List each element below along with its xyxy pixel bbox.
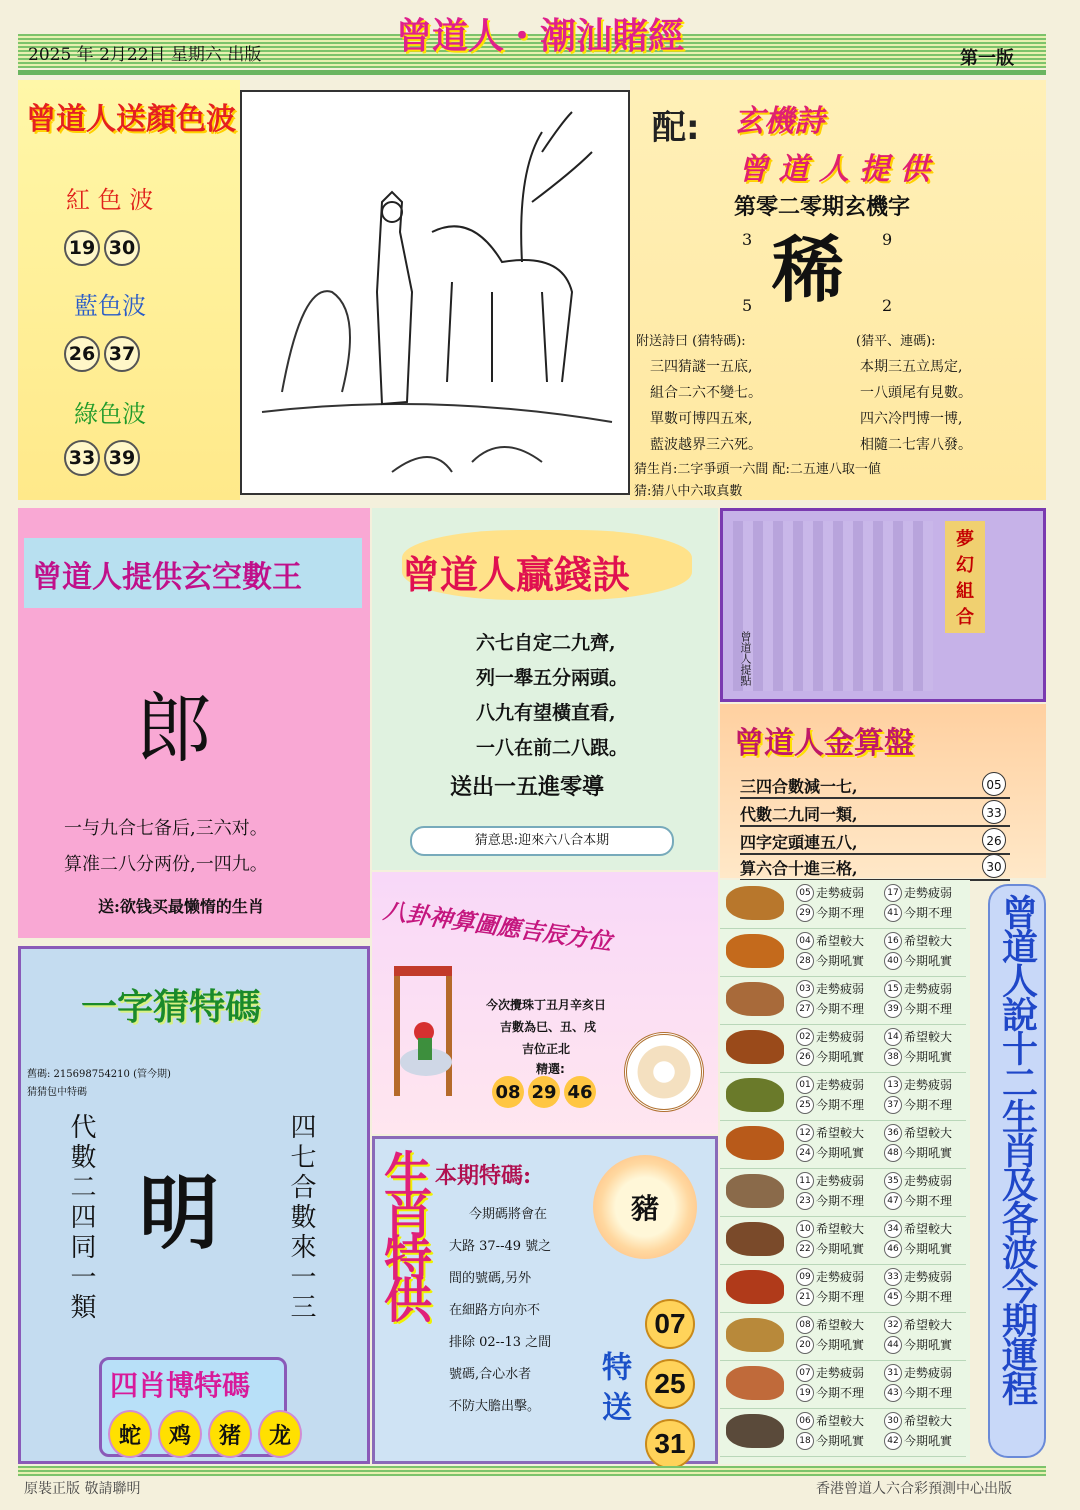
zodiac-fortune-text: 今期吼實 [816,1050,865,1064]
zodiac-number: 07 [796,1364,814,1382]
zodiac-fortune-text: 今期不理 [904,1386,953,1400]
sage-horse-illustration [240,90,630,495]
dog-icon [726,1318,784,1352]
zodiac-fortune-text: 今期不理 [904,906,953,920]
green-wave-numbers [64,440,144,476]
number-ball: 19 [64,230,100,266]
zodiac-pill: 猪 [208,1410,252,1458]
footer-bar [18,1466,1046,1476]
green-wave-label: 綠色波 [74,400,146,428]
zodiac-number: 08 [796,1316,814,1334]
special-line: 號碼,合心水者 [449,1367,532,1382]
corner-num-2: 9 [882,230,893,249]
zodiac-number: 27 [796,1000,814,1018]
zodiac-number: 41 [884,904,902,922]
number-ball: 46 [564,1076,596,1108]
special-side-title: 生肖特供 [375,1149,432,1317]
ox-icon [726,886,784,920]
number-ball: 26 [64,336,100,372]
zodiac-grid [720,880,970,1464]
zodiac-pill: 鸡 [158,1410,202,1458]
zodiac-number: 14 [884,1028,902,1046]
zodiac-fortune-text: 今期不理 [816,906,865,920]
xuankong-title: 曾道人提供玄空數王 [24,538,362,608]
one-char-small-2: 猜猜包中特碼 [27,1087,87,1098]
zodiac-fortune-text: 今期吼實 [816,1338,865,1352]
zodiac-fortune-text: 走勢疲弱 [904,1270,953,1284]
bagua-numbers [492,1076,596,1108]
jinsuan-row-num: 26 [982,828,1006,852]
xuanji-title: 玄機詩 [734,104,824,139]
pei-label: 配: [652,108,700,148]
bagua-line-2: 吉數為巳、丑、戌 [500,1020,597,1034]
one-char-small-1: 舊碼: 215698754210 (管今期) [27,1069,171,1080]
zodiac-number: 06 [796,1412,814,1430]
zodiac-number: 26 [796,1048,814,1066]
zodiac-fortune-text: 今期不理 [904,1098,953,1112]
zodiac-fortune-text: 今期不理 [904,1002,953,1016]
zodiac-fortune-text: 走勢疲弱 [904,1174,953,1188]
publish-date: 2025 年 2月22日 星期六 出版 [28,45,262,65]
four-zodiac-title: 四肖博特碼 [110,1369,251,1402]
special-line: 今期碼將會在 [469,1207,548,1222]
zodiac-row-horse [720,1120,966,1169]
zodiac-fortune-text: 今期吼實 [904,1434,953,1448]
zodiac-side-title [988,884,1046,1458]
color-wave-panel [18,80,240,500]
zodiac-number: 32 [884,1316,902,1334]
zodiac-fortune-text: 今期不理 [816,1002,865,1016]
edition-label: 第一版 [960,48,1014,69]
pig-icon [726,1366,784,1400]
corner-num-3: 5 [742,296,753,315]
xuankong-line-2: 算准二八分两份,一四九。 [64,854,268,875]
zodiac-fortune-text: 今期吼實 [904,1146,953,1160]
zodiac-number: 40 [884,952,902,970]
zodiac-row-goat [720,1168,966,1217]
zodiac-number: 13 [884,1076,902,1094]
zodiac-number: 01 [796,1076,814,1094]
zodiac-number: 20 [796,1336,814,1354]
zodiac-number: 48 [884,1144,902,1162]
special-animal: 豬 [630,1192,659,1225]
bagua-line-3: 吉位正北 [522,1042,571,1056]
zodiac-number: 22 [796,1240,814,1258]
zodiac-fortune-text: 今期吼實 [816,1242,865,1256]
zodiac-number: 42 [884,1432,902,1450]
poem-bottom-2: 猜:猜八中六取真數 [634,484,743,499]
rat-icon [726,1414,784,1448]
poem-line: 藍波越界三六死。 [650,437,762,453]
zodiac-fortune-text: 走勢疲弱 [904,982,953,996]
zodiac-fortune-text: 今期不理 [904,1290,953,1304]
win-money-send: 送出一五進零導 [450,774,605,800]
win-money-hint: 猜意思:迎來六八合本期 [410,826,674,856]
issue-label: 第零二零期玄機字 [734,194,911,220]
special-line: 間的號碼,另外 [449,1271,532,1286]
zodiac-fortune-text: 希望較大 [816,1126,865,1140]
special-number-ball: 31 [645,1419,695,1469]
zodiac-fortune-text: 今期不理 [904,1194,953,1208]
one-char-left-column: 代數二四同一類 [66,1113,96,1323]
zodiac-number: 47 [884,1192,902,1210]
zodiac-fortune-text: 今期吼實 [816,1146,865,1160]
zodiac-row-rabbit [720,976,966,1025]
poem-line: 相隨二七害八發。 [860,437,972,453]
number-ball: 30 [104,230,140,266]
zodiac-number: 17 [884,884,902,902]
zodiac-fortune-text: 希望較大 [816,1414,865,1428]
zodiac-fortune-text: 走勢疲弱 [904,1078,953,1092]
archer-rider-picture [386,962,466,1112]
zodiac-side-title-text: 曾道人說十二生肖及各波今期運程 [996,894,1038,1404]
dream-combo-panel [720,508,1046,702]
zodiac-number: 24 [796,1144,814,1162]
zodiac-number: 21 [796,1288,814,1306]
bagua-line-4: 精選: [536,1062,565,1076]
special-line: 在細路方向亦不 [449,1303,541,1318]
poem-left-lines [650,354,762,458]
number-ball: 37 [104,336,140,372]
zodiac-fortune-text: 走勢疲弱 [816,1270,865,1284]
jinsuan-row [740,802,1010,827]
poem-bottom-1: 猜生肖:二字爭頭一六間 配:二五連八取一値 [634,462,881,477]
xuankong-panel [18,508,370,938]
zodiac-fortune-text: 今期不理 [816,1098,865,1112]
xuankong-line-3: 送:欲钱买最懒惰的生肖 [98,897,264,916]
bagua-line-1: 今次攪珠丁丑月辛亥日 [486,998,607,1012]
zodiac-row-ox [720,880,966,929]
monkey-icon [726,1222,784,1256]
zodiac-number: 45 [884,1288,902,1306]
jinsuan-row-text: 三四合數減一七, [740,777,858,796]
zodiac-row-pig [720,1360,966,1409]
bagua-compass-icon [624,1032,704,1112]
dream-combo-title: 夢幻組合 [945,521,985,633]
zodiac-fortune-text: 今期不理 [816,1386,865,1400]
dream-combo-text [733,521,933,691]
zodiac-fortune-text: 希望較大 [904,1414,953,1428]
number-ball: 39 [104,440,140,476]
zodiac-number: 12 [796,1124,814,1142]
zodiac-row-rooster [720,1264,966,1313]
zodiac-fortune-text: 希望較大 [904,1318,953,1332]
zodiac-number: 36 [884,1124,902,1142]
zodiac-number: 38 [884,1048,902,1066]
jinsuan-row-num: 05 [982,772,1006,796]
special-line: 排除 02--13 之間 [449,1335,552,1350]
poem-left-head: 附送詩曰 (猜特碼): [636,334,746,349]
zodiac-fortune-text: 走勢疲弱 [904,1366,953,1380]
jinsuan-row-text: 代數二九同一類, [740,805,858,824]
zodiac-row-dog [720,1312,966,1361]
bagua-title: 八卦神算圖應吉辰方位 [381,897,614,956]
zodiac-number: 16 [884,932,902,950]
zodiac-number: 18 [796,1432,814,1450]
zodiac-fortune-text: 走勢疲弱 [816,1078,865,1092]
zodiac-number: 33 [884,1268,902,1286]
four-zodiac-pills [108,1410,308,1458]
zodiac-number: 34 [884,1220,902,1238]
zodiac-fortune-text: 希望較大 [816,1318,865,1332]
zodiac-fortune-text: 今期吼實 [904,954,953,968]
blue-wave-label: 藍色波 [74,292,146,320]
rooster-icon [726,1270,784,1304]
jinsuan-row-num: 33 [982,800,1006,824]
zodiac-fortune-text: 希望較大 [904,1030,953,1044]
one-char-title: 一字猜特碼 [81,987,262,1028]
zodiac-row-dragon [720,1024,966,1073]
special-flower [593,1155,697,1259]
zodiac-number: 03 [796,980,814,998]
special-line: 大路 37--49 號之 [449,1239,552,1254]
xuanji-char: 稀 [772,227,845,312]
poem-line: 六七自定二九齊, [476,632,616,654]
zodiac-number: 05 [796,884,814,902]
dragon-icon [726,1030,784,1064]
header-underline [18,70,1046,75]
bagua-panel [372,872,718,1134]
dream-combo-author: 曾道人提點 [739,631,752,686]
zodiac-number: 35 [884,1172,902,1190]
poem-right-head: (猜平、連碼): [856,334,936,349]
special-number-ball: 07 [645,1299,695,1349]
poem-line: 組合二六不變七。 [650,385,762,401]
one-char-right-column: 四七合數來一三 [286,1113,316,1323]
one-char-big: 明 [139,1166,219,1260]
zodiac-number: 10 [796,1220,814,1238]
jinsuan-panel [720,704,1046,878]
zodiac-fortune-text: 走勢疲弱 [816,1366,865,1380]
zodiac-pill: 龙 [258,1410,302,1458]
win-money-title: 曾道人贏錢訣 [402,553,631,597]
zodiac-fortune-text: 希望較大 [904,1126,953,1140]
special-title: 本期特碼: [435,1163,532,1189]
zodiac-number: 15 [884,980,902,998]
footer-right: 香港曾道人六合彩預測中心出版 [816,1481,1012,1497]
jinsuan-title: 曾道人金算盤 [734,726,914,761]
zodiac-number: 31 [884,1364,902,1382]
provider-label: 曾 道 人 提 供 [738,152,930,187]
poem-line: 本期三五立馬定, [860,359,963,375]
special-body [449,1199,551,1423]
poem-right-lines [860,354,972,458]
special-send-label: 特送 [596,1351,631,1431]
win-money-poem [476,626,628,766]
special-code-panel [372,1136,718,1464]
poem-line: 一八在前二八跟。 [476,737,629,759]
zodiac-number: 04 [796,932,814,950]
zodiac-fortune-text: 走勢疲弱 [816,1030,865,1044]
red-wave-numbers [64,230,144,266]
poem-line: 八九有望橫直看, [476,702,616,724]
zodiac-row-tiger [720,928,966,977]
zodiac-fortune-text: 希望較大 [816,934,865,948]
zodiac-fortune-text: 今期吼實 [904,1242,953,1256]
poem-line: 四六冷門博一博, [860,411,963,427]
poem-line: 一八頭尾有見數。 [860,385,972,401]
zodiac-number: 09 [796,1268,814,1286]
zodiac-fortune-text: 今期吼實 [816,1434,865,1448]
zodiac-number: 28 [796,952,814,970]
zodiac-row-snake [720,1072,966,1121]
blue-wave-numbers [64,336,144,372]
zodiac-number: 23 [796,1192,814,1210]
zodiac-fortune-text: 走勢疲弱 [816,886,865,900]
zodiac-fortune-text: 走勢疲弱 [816,1174,865,1188]
zodiac-fortune-text: 走勢疲弱 [904,886,953,900]
jinsuan-row [740,856,1010,881]
jinsuan-row-text: 四字定頭連五八, [740,833,858,852]
zodiac-fortune-text: 今期吼實 [816,954,865,968]
zodiac-number: 25 [796,1096,814,1114]
zodiac-fortune-text: 希望較大 [904,1222,953,1236]
zodiac-number: 30 [884,1412,902,1430]
one-char-panel [18,946,370,1464]
xuankong-char: 郎 [136,684,212,773]
goat-icon [726,1174,784,1208]
color-wave-title: 曾道人送顏色波 [26,102,236,137]
xuankong-line-1: 一与九合七备后,三六对。 [64,818,268,839]
zodiac-number: 46 [884,1240,902,1258]
poem-line: 單數可博四五來, [650,411,753,427]
special-line: 不防大膽出擊。 [449,1399,541,1414]
jinsuan-row [740,830,1010,855]
red-wave-label: 紅 色 波 [66,186,154,214]
zodiac-fortune-text: 今期吼實 [904,1338,953,1352]
zodiac-fortune-text: 今期不理 [816,1194,865,1208]
snake-icon [726,1078,784,1112]
poem-line: 列一舉五分兩頭。 [476,667,629,689]
zodiac-number: 39 [884,1000,902,1018]
zodiac-fortune-text: 走勢疲弱 [816,982,865,996]
zodiac-number: 44 [884,1336,902,1354]
rabbit-icon [726,982,784,1016]
poem-line: 三四猜謎一五底, [650,359,753,375]
horse-icon [726,1126,784,1160]
special-number-ball: 25 [645,1359,695,1409]
zodiac-fortune-text: 今期吼實 [904,1050,953,1064]
zodiac-row-monkey [720,1216,966,1265]
zodiac-fortune-text: 今期不理 [816,1290,865,1304]
tiger-icon [726,934,784,968]
corner-num-4: 2 [882,296,893,315]
footer-left: 原裝正版 敬請聯明 [24,1481,141,1497]
archer-rider-icon [386,962,466,1112]
zodiac-row-rat [720,1408,966,1457]
zodiac-number: 11 [796,1172,814,1190]
win-money-panel [372,508,718,870]
four-zodiac-box [99,1357,291,1457]
jinsuan-row [740,774,1010,799]
number-ball: 08 [492,1076,524,1108]
zodiac-number: 19 [796,1384,814,1402]
number-ball: 33 [64,440,100,476]
zodiac-number: 29 [796,904,814,922]
special-numbers [645,1299,695,1469]
number-ball: 29 [528,1076,560,1108]
jinsuan-row-text: 算六合十進三格, [740,859,858,878]
zodiac-fortune-text: 希望較大 [904,934,953,948]
corner-num-1: 3 [742,230,753,249]
zodiac-pill: 蛇 [108,1410,152,1458]
masthead-title: 曾道人・潮汕賭經 [396,16,685,57]
zodiac-number: 43 [884,1384,902,1402]
poem-panel [630,80,1046,500]
zodiac-fortune-text: 希望較大 [816,1222,865,1236]
zodiac-number: 02 [796,1028,814,1046]
jinsuan-row-num: 30 [982,854,1006,878]
zodiac-number: 37 [884,1096,902,1114]
sage-horse-drawing [242,92,628,493]
